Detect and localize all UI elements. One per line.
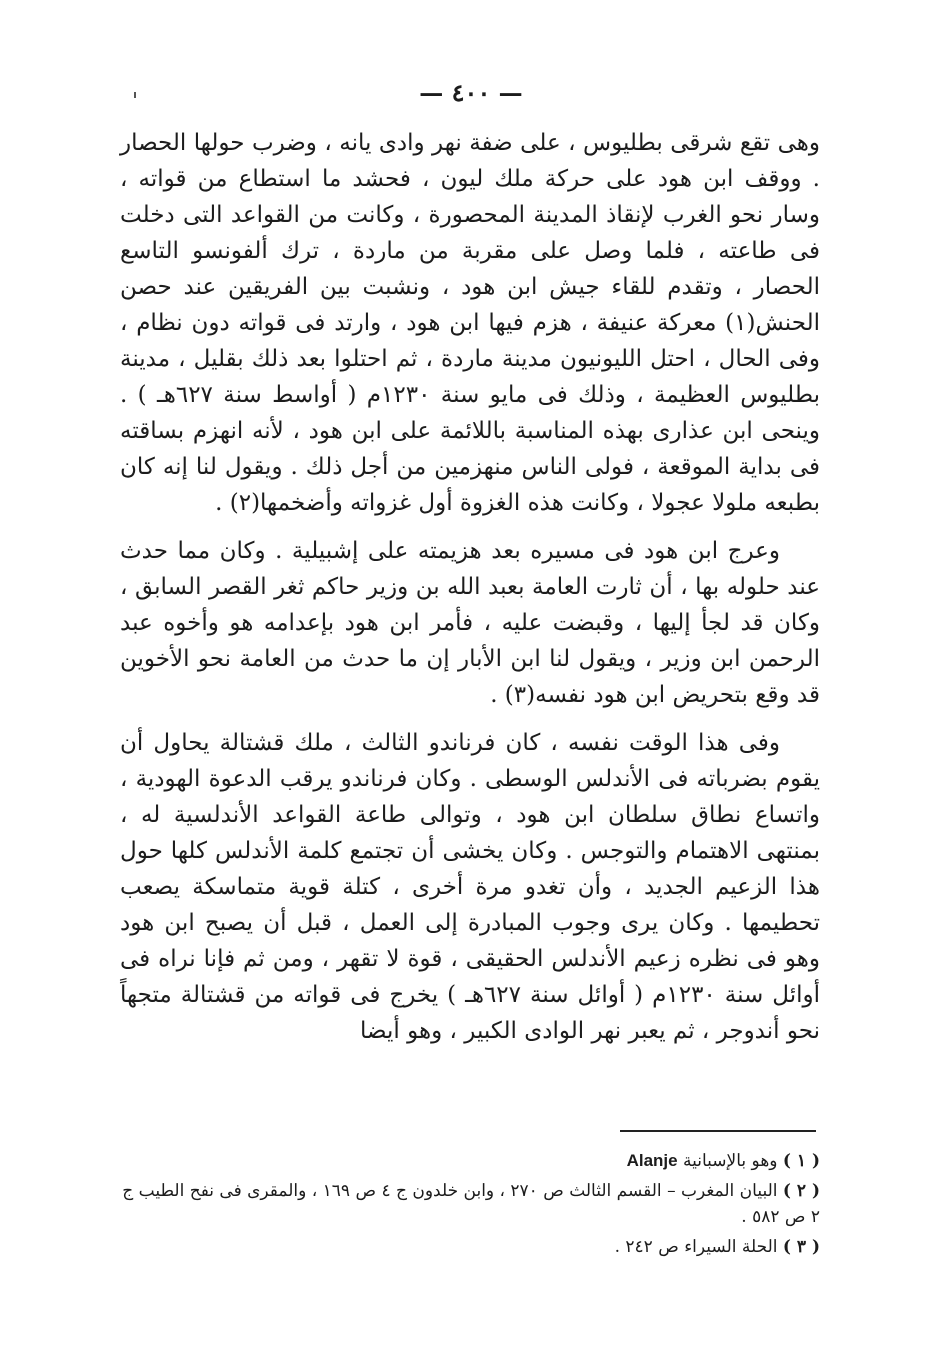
footnote-3 [120, 1234, 820, 1260]
footnote-text: وهو بالإسبانية [683, 1151, 778, 1171]
page-number: — ٤٠٠ — [419, 78, 523, 107]
footnote-1 [120, 1148, 820, 1174]
paragraph-3: وفى هذا الوقت نفسه ، كان فرناندو الثالث ، ملك قشتالة يحاول أن يقوم بضرباته فى الأندلس الوسطى . وكان فرناندو يرقب الدعوة الهودية ، واتساع نطاق سلطان ابن هود ، وتوالى طاعة القواعد الأندلسية له ، بمنتهى الاهتمام والتوجس . وكان يخشى أن تجتمع كلمة الأندلس كلها حول هذا الزعيم الجديد ، وأن تغدو مرة أخرى ، كتلة قوية متماسكة يصعب تحطيمها . وكان يرى وجوب المبادرة إلى العمل ، قبل أن يصبح ابن هود وهو فى نظره زعيم الأندلس الحقيقى ، قوة لا تقهر ، ومن ثم فإنا نراه فى أوائل سنة ١٢٣٠م ( أوائل سنة ٦٢٧هـ ) يخرج فى قواته من قشتالة متجهاً نحو أندوجر ، ثم يعبر نهر الوادى الكبير ، وهو أيضا [120, 730, 820, 1044]
footnote-text: البيان المغرب – القسم الثالث ص ٢٧٠ ، وابن خلدون ج ٤ ص ١٦٩ ، والمقرى فى نفح الطيب ج ٢ ص ٥٨٢ . [122, 1181, 820, 1227]
paragraph-1: وهى تقع شرقى بطليوس ، على ضفة نهر وادى يانه ، وضرب حولها الحصار . ووقف ابن هود على حركة ملك ليون ، فحشد ما استطاع من قواته ، وسار نحو الغرب لإنقاذ المدينة المحصورة ، وكانت من القواعد التى دخلت فى طاعته ، فلما وصل على مقربة من ماردة ، ترك ألفونسو التاسع الحصار ، وتقدم للقاء جيش ابن هود ، ونشبت بين الفريقين عند حصن الحنش(١) معركة عنيفة ، هزم فيها ابن هود ، وارتد فى قواته دون نظام ، وفى الحال ، احتل الليونيون مدينة ماردة ، ثم احتلوا بعد ذلك بقليل ، مدينة بطليوس العظيمة ، وذلك فى مايو سنة ١٢٣٠م ( أواسط سنة ٦٢٧هـ ) . وينحى ابن عذارى بهذه المناسبة باللائمة على ابن هود ، لأنه انهزم بساقته فى بداية الموقعة ، فولى الناس منهزمين من أجل ذلك . ويقول لنا إنه كان بطبعه ملولا عجولا ، وكانت هذه الغزوة أول غزواته وأضخمها(٢) . [120, 130, 821, 516]
footnote-number: ( ٣ ) [782, 1237, 820, 1257]
paragraph-2: وعرج ابن هود فى مسيره بعد هزيمته على إشبيلية . وكان مما حدث عند حلوله بها ، أن ثارت العامة بعبد الله بن وزير حاكم ثغر القصر السابق ، وكان قد لجأ إليها ، وقبضت عليه ، فأمر ابن هود بإعدامه هو وأخوه عبد الرحمن ابن وزير ، ويقول لنا ابن الأبار إن ما حدث من العامة نحو الأخوين قد وقع بتحريض ابن هود نفسه(٣) . [120, 538, 820, 708]
footnote-number: ( ٢ ) [782, 1181, 820, 1201]
footnotes [120, 1148, 820, 1264]
footnote-latin-term: Alanje [626, 1151, 678, 1170]
body-text [120, 125, 820, 1049]
footnote-number: ( ١ ) [782, 1151, 820, 1171]
footnote-2 [120, 1178, 820, 1230]
footnote-divider [620, 1130, 816, 1132]
footnote-text: الحلة السيراء ص ٢٤٢ . [614, 1237, 778, 1257]
